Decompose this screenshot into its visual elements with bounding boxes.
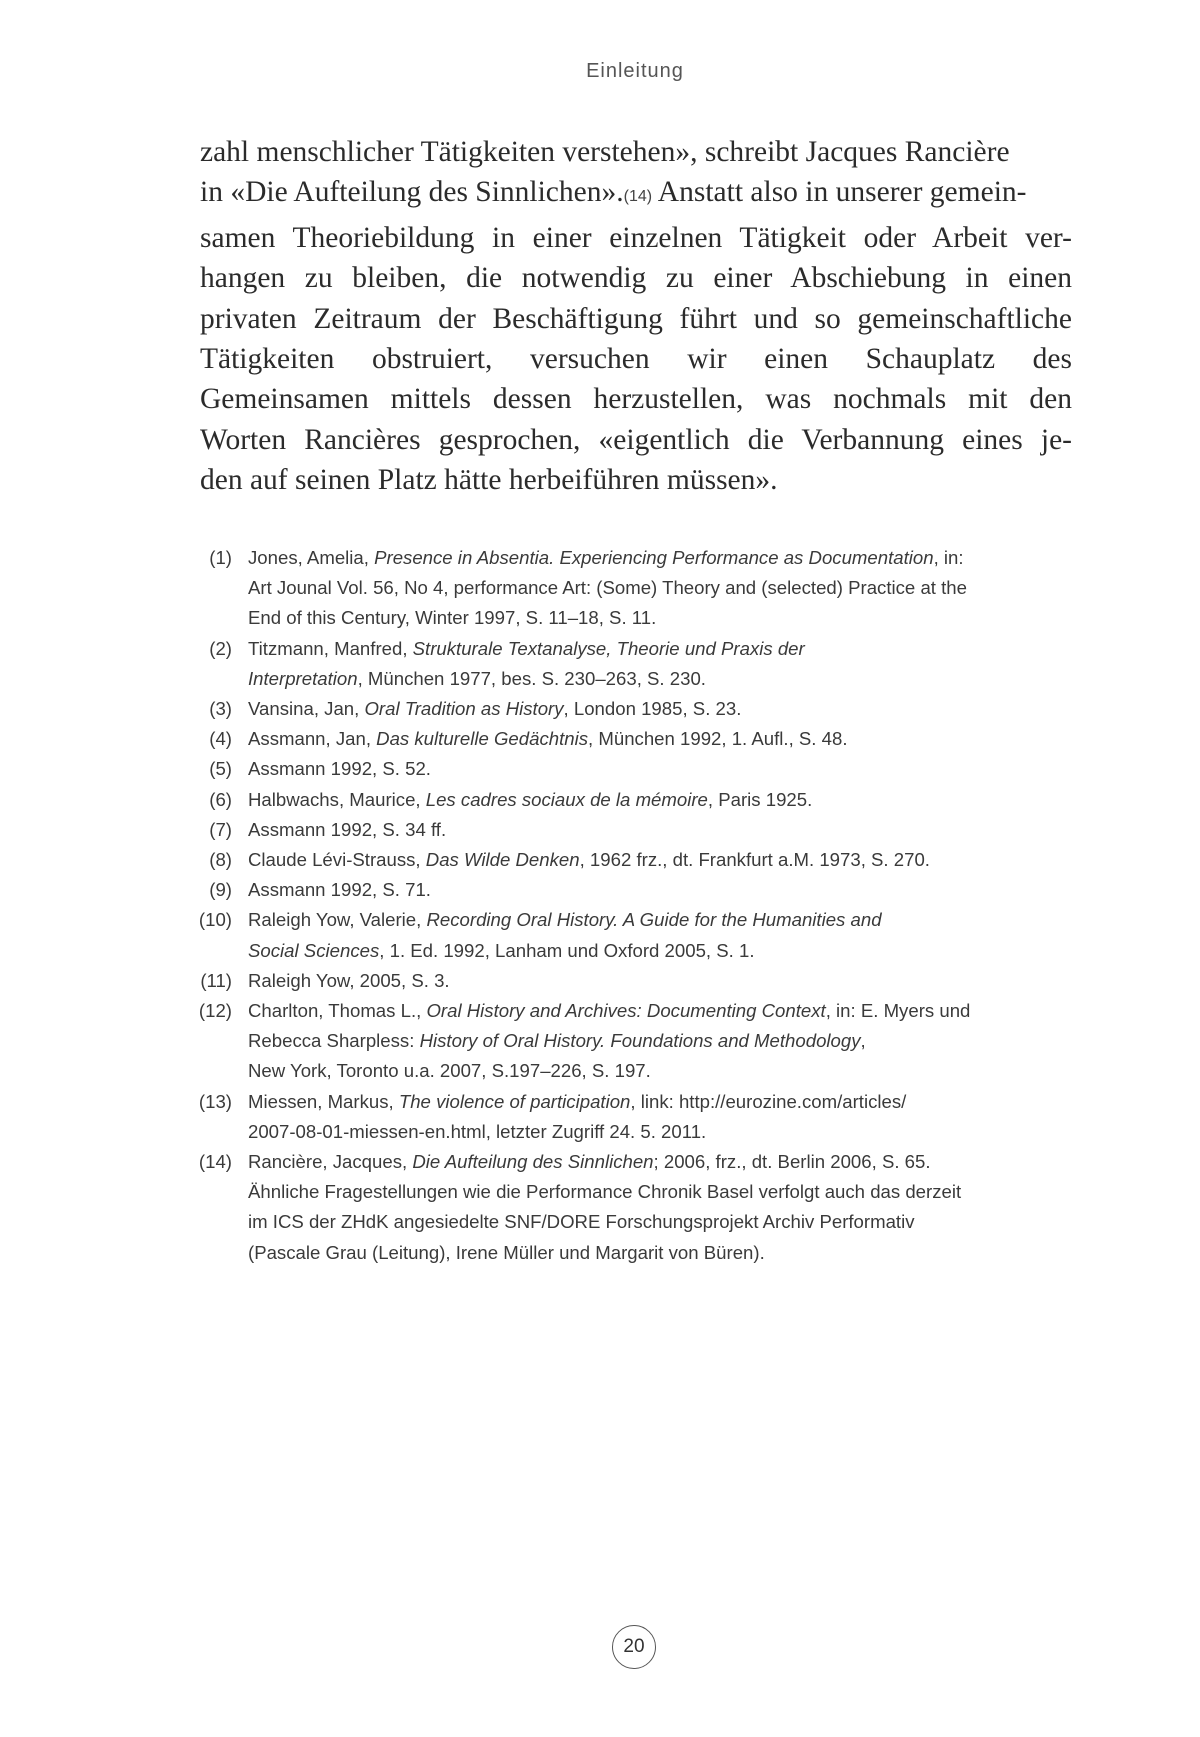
footnote-number: (4) (209, 728, 232, 750)
footnote-title: Strukturale Textanalyse, Theorie und Praxis der (412, 637, 805, 659)
footnote-detail: , in: E. Myers und (825, 1000, 971, 1022)
footnote-number: (1) (209, 547, 232, 568)
footnote-detail: , 1962 frz., dt. Frankfurt a.M. 1973, S. 270. (579, 849, 930, 871)
footnotes-list (196, 543, 1096, 1268)
footnote-title: Social Sciences (248, 939, 380, 961)
footnote-title: Recording Oral History. A Guide for the Humanities and (426, 909, 882, 931)
footnote-title: Oral Tradition as History (364, 698, 564, 720)
body-line (200, 172, 1072, 217)
footnote-number: (13) (198, 1090, 232, 1112)
footnote-link: 2007-08-01-miessen-en.html, letzter Zugriff 24. 5. 2011. (248, 1120, 707, 1142)
footnote-number: (5) (209, 758, 232, 780)
footnote-detail: ; 2006, frz., dt. Berlin 2006, S. 65. (653, 1151, 931, 1173)
footnote-author: Claude Lévi-Strauss, (248, 849, 426, 871)
footnote-number: (7) (209, 818, 232, 840)
page-number: 20 (612, 1625, 656, 1669)
footnote-text (248, 634, 1096, 694)
footnote-detail: , (860, 1030, 866, 1052)
footnote-text (248, 845, 1096, 875)
footnote-detail: , Paris 1925. (707, 788, 813, 810)
footnote-text (248, 905, 1096, 965)
footnote (196, 785, 1096, 815)
footnote-number: (14) (198, 1151, 232, 1173)
footnote-detail: im ICS der ZHdK angesiedelte SNF/DORE Forschungsprojekt Archiv Performativ (248, 1211, 915, 1233)
footnote-author: Jones, Amelia, (248, 547, 375, 568)
body-line: den auf seinen Platz hätte herbeiführen müssen». (200, 464, 778, 497)
body-line: Tätigkeiten obstruiert, versuchen wir einen Schauplatz des (200, 343, 1072, 376)
footnote (196, 1147, 1096, 1268)
footnote-author: Charlton, Thomas L., (248, 1000, 427, 1022)
body-line: hangen zu bleiben, die notwendig zu einer Abschiebung in einen (200, 262, 1072, 295)
footnote (196, 815, 1096, 845)
footnote-title: Presence in Absentia. Experiencing Performance as Documentation (374, 547, 934, 568)
footnote (196, 754, 1096, 784)
footnote-text (248, 1087, 1096, 1147)
footnote-title: Die Aufteilung des Sinnlichen (412, 1151, 654, 1173)
footnote-detail: , 1. Ed. 1992, Lanham und Oxford 2005, S. 1. (379, 939, 755, 961)
footnote-text (248, 694, 1096, 724)
footnote (196, 724, 1096, 754)
footnote-author: Rancière, Jacques, (248, 1151, 413, 1173)
footnote-detail: Art Jounal Vol. 56, No 4, performance Art: (Some) Theory and (selected) Practice at the (248, 577, 967, 599)
footnote-title: The violence of participation (398, 1090, 631, 1112)
footnote-text (248, 996, 1096, 1087)
footnote-detail: Ähnliche Fragestellungen wie die Performance Chronik Basel verfolgt auch das derzeit (248, 1181, 962, 1203)
footnote (196, 875, 1096, 905)
footnote-number: (6) (209, 788, 232, 810)
footnote-title: Oral History and Archives: Documenting Context (426, 1000, 826, 1022)
footnote-title: Das Wilde Denken (425, 849, 580, 871)
body-line-text: in «Die Aufteilung des Sinnlichen». (200, 176, 624, 209)
footnote-title: Das kulturelle Gedächtnis (376, 728, 589, 750)
footnote-author: Raleigh Yow, Valerie, (248, 909, 427, 931)
body-line-text: Anstatt also in unserer gemein- (652, 176, 1027, 209)
footnote-text (248, 785, 1096, 815)
footnote (196, 905, 1096, 965)
footnote-text (248, 1147, 1096, 1268)
footnote-detail: Assmann 1992, S. 71. (248, 879, 431, 901)
footnote-title: Interpretation (248, 667, 358, 689)
footnote-author: Miessen, Markus, (248, 1090, 399, 1112)
footnote (196, 543, 1096, 634)
footnote-title: History of Oral History. Foundations and Methodology (419, 1030, 861, 1052)
footnote-author: Titzmann, Manfred, (248, 637, 413, 659)
body-paragraph (200, 132, 1072, 501)
body-line: zahl menschlicher Tätigkeiten verstehen», schreibt Jacques Rancière (200, 136, 1010, 168)
footnote-text (248, 543, 1096, 634)
footnote-detail: (Pascale Grau (Leitung), Irene Müller und Margarit von Büren). (248, 1241, 765, 1263)
running-title: Einleitung (586, 60, 684, 82)
body-line: Worten Rancières gesprochen, «eigentlich die Verbannung eines je- (200, 423, 1072, 456)
footnote-number: (12) (198, 1000, 232, 1022)
footnote-detail: New York, Toronto u.a. 2007, S.197–226, S. 197. (248, 1060, 651, 1082)
footnote-detail: , in: (933, 547, 964, 568)
footnote-detail: End of this Century, Winter 1997, S. 11–18, S. 11. (248, 607, 657, 629)
footnote-text (248, 875, 1096, 905)
footnote (196, 694, 1096, 724)
body-line: privaten Zeitraum der Beschäftigung führt und so gemeinschaftliche (200, 302, 1072, 335)
footnote-detail: , München 1992, 1. Aufl., S. 48. (588, 728, 848, 750)
footnote-text (248, 724, 1096, 754)
footnote-text (248, 815, 1096, 845)
footnote-detail: Assmann 1992, S. 52. (248, 758, 431, 780)
footnote-text (248, 754, 1096, 784)
footnote-detail: Raleigh Yow, 2005, S. 3. (248, 969, 450, 991)
footnote-detail: , München 1977, bes. S. 230–263, S. 230. (357, 667, 706, 689)
footnote-author: Assmann, Jan, (248, 728, 377, 750)
footnote (196, 966, 1096, 996)
footnote-reference: (14) (623, 188, 653, 206)
footnote (196, 845, 1096, 875)
footnote (196, 1087, 1096, 1147)
footnote-number: (3) (209, 698, 232, 720)
footnote-detail: Rebecca Sharpless: (248, 1030, 420, 1052)
footnote-author: Halbwachs, Maurice, (248, 788, 426, 810)
footnote-text (248, 966, 1096, 996)
body-line: samen Theoriebildung in einer einzelnen Tätigkeit oder Arbeit ver- (200, 221, 1072, 254)
footnote-link: , link: http://eurozine.com/articles/ (630, 1090, 907, 1112)
footnote-number: (10) (198, 909, 232, 931)
footnote-author: Vansina, Jan, (248, 698, 365, 720)
body-line: Gemeinsamen mittels dessen herzustellen, was nochmals mit den (200, 383, 1072, 416)
footnote-title: Les cadres sociaux de la mémoire (425, 788, 708, 810)
footnote-number: (2) (209, 637, 232, 659)
footnote-number: (11) (200, 969, 232, 991)
footnote (196, 634, 1096, 694)
footnote-number: (9) (209, 879, 232, 901)
footnote-number: (8) (209, 849, 232, 871)
footnote-detail: , London 1985, S. 23. (563, 698, 742, 720)
footnote-detail: Assmann 1992, S. 34 ff. (248, 818, 447, 840)
footnote (196, 996, 1096, 1087)
